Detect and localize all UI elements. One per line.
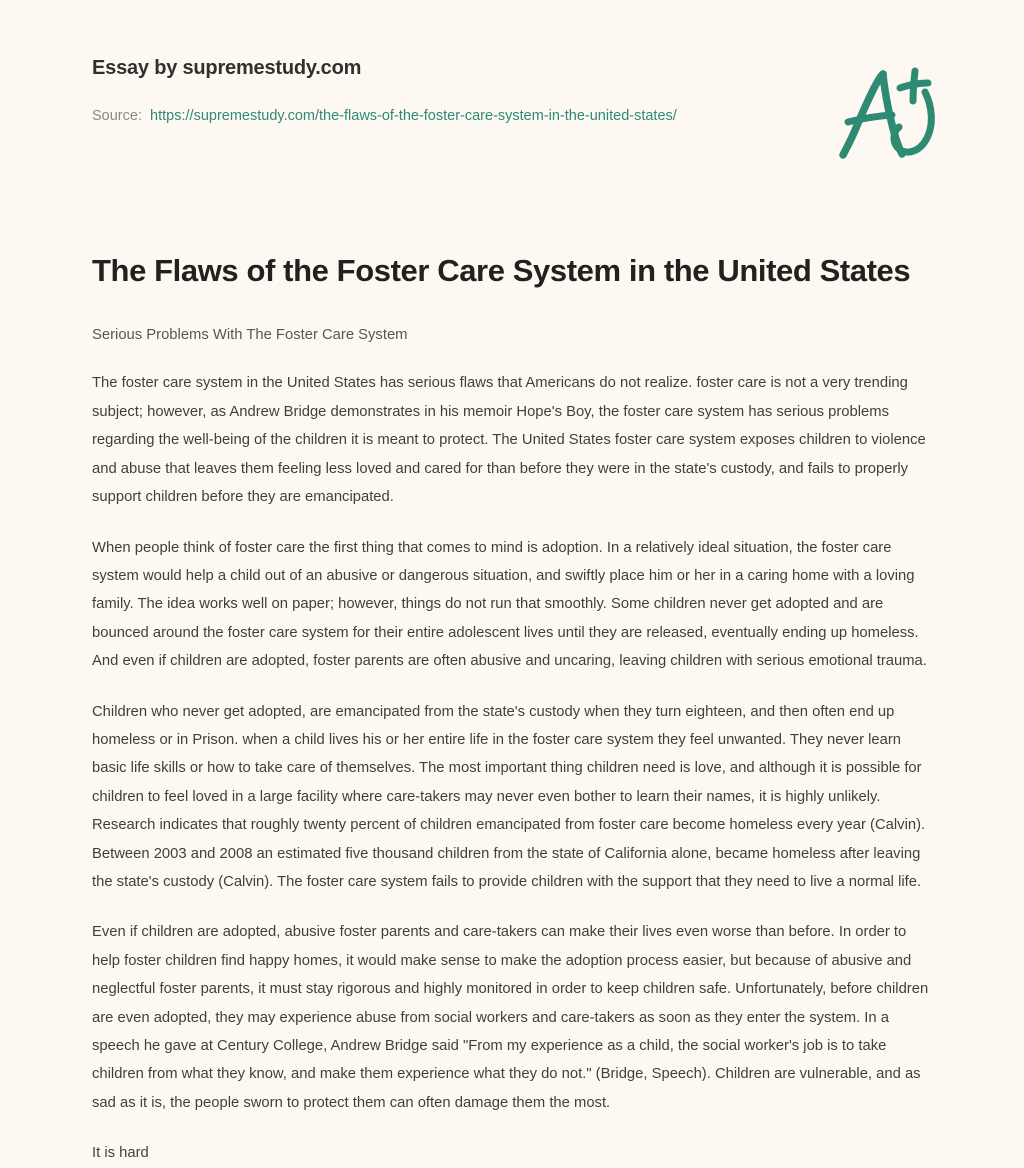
body-paragraph: Even if children are adopted, abusive foster parents and care-takers can make their lives even worse than before. In order to help foster children find happy homes, it would make sense to make the adoption process easier, but because of abusive and neglectful foster parents, it must stay rigorous and highly monitored in order to keep children safe. Unfortunately, before children are even adopted, they may experience abuse from social workers and care-takers as soon as they enter the system. In a speech he gave at Century College, Andrew Bridge said "From my experience as a child, the social worker's job is to take children from what they know, and make them experience what they do not." (Bridge, Speech). Children are vulnerable, and as sad as it is, the people sworn to protect them can often damage them the most. (92, 924, 929, 1111)
source-label: Source: (92, 108, 142, 124)
page-title: The Flaws of the Foster Care System in the United States (92, 253, 911, 288)
source-url-link[interactable]: https://supremestudy.com/the-flaws-of-the-foster-care-system-in-the-united-states/ (150, 108, 677, 124)
document-subtitle: Serious Problems With The Foster Care System (92, 326, 408, 343)
essay-byline: Essay by supremestudy.com (92, 57, 362, 79)
body-paragraph-truncated: It is hard (92, 1145, 149, 1162)
body-paragraph: When people think of foster care the first thing that comes to mind is adoption. In a relatively ideal situation, the foster care system would help a child out of an abusive or dangerous situation, and swiftly place him or her in a caring home with a loving family. The idea works well on paper; however, things do not run that smoothly. Some children never get adopted and are bounced around the foster care system for their entire adolescent lives until they are released, eventually ending up homeless. And even if children are adopted, foster parents are often abusive and uncaring, leaving children with serious emotional trauma. (92, 539, 927, 670)
document-body (92, 369, 932, 1167)
body-paragraph: Children who never get adopted, are emancipated from the state's custody when they turn eighteen, and then often end up homeless or in Prison. when a child lives his or her entire life in the foster care system they feel unwanted. They never learn basic life skills or how to take care of themselves. The most important thing children need is love, and although it is possible for children to feel loved in a large facility where care-takers may never even bother to learn their names, it is highly unlikely. Research indicates that roughly twenty percent of children emancipated from foster care become homeless every year (Calvin). Between 2003 and 2008 an estimated five thousand children from the state of California alone, became homeless after leaving the state's custody (Calvin). The foster care system fails to provide children with the support that they need to live a normal life. (92, 703, 926, 890)
body-paragraph: The foster care system in the United States has serious flaws that Americans do not realize. foster care is not a very trending subject; however, as Andrew Bridge demonstrates in his memoir Hope's Boy, the foster care system has serious problems regarding the well-being of the children it is meant to protect. The United States foster care system exposes children to violence and abuse that leaves them feeling less loved and cared for than before they were in the state's custody, and fails to properly support children before they are emancipated. (92, 375, 926, 506)
source-line (92, 102, 792, 130)
document-content (0, 252, 1024, 1168)
a-plus-logo-icon (826, 56, 946, 168)
document-header (0, 0, 1024, 200)
